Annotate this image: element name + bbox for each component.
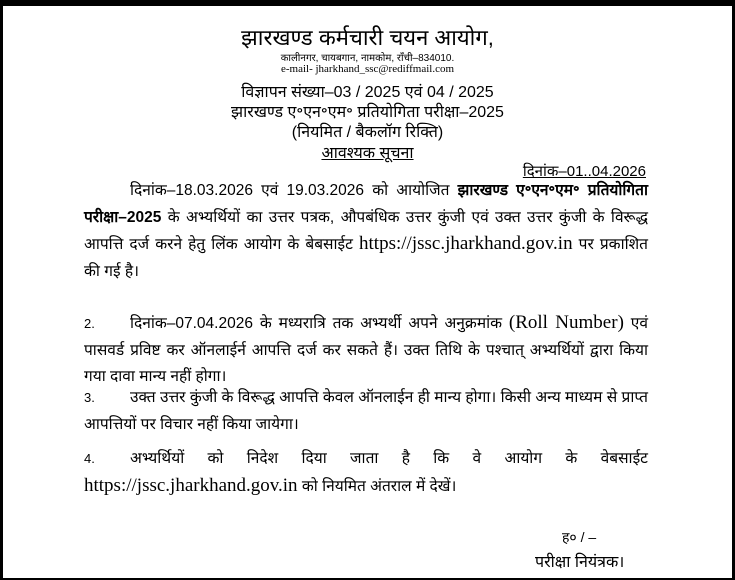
signature-mark: ह० / –: [562, 529, 597, 545]
vacancy-category: (नियमित / बैकलॉग रिक्ति): [291, 124, 444, 141]
website-link[interactable]: https://jssc.jharkhand.gov.in: [84, 474, 298, 496]
organization-email: e-mail- jharkhand_ssc@rediffmail.com: [280, 63, 455, 75]
organization-name: झारखण्ड कर्मचारी चयन आयोग,: [241, 25, 494, 50]
notice-title-wrap: [0, 141, 735, 163]
paragraph-1: [84, 178, 648, 285]
advertisement-number: विज्ञापन संख्या–03 / 2025 एवं 04 / 2025: [241, 84, 494, 101]
p1-exam-name: झारखण्ड ए॰एन॰एम॰ प्रतियोगिता परीक्षा–2025: [84, 182, 648, 226]
p2-text: दिनांक–07.04.2026 के मध्यरात्रि तक अभ्यर्थी अपने अनुक्रमांक: [130, 315, 509, 332]
roll-number-text: (Roll Number): [508, 312, 624, 333]
paragraph-number: 4.: [84, 451, 95, 466]
p1-text: पर प्रकाशित की गई है।: [84, 236, 648, 280]
p2-text: एवं पासवर्ड प्रविष्ट कर ऑनलाईर्न आपत्ति दर्ज कर सकते हैं। उक्त तिथि के पश्चात् अभ्यर्थियों द्वारा किया गया दावा मान्य नहीं होगा।: [84, 315, 648, 385]
website-link[interactable]: https://jssc.jharkhand.gov.in: [359, 233, 573, 254]
notice-title: आवश्यक सूचना: [321, 145, 414, 162]
p3-text: उक्त उत्तर कुंजी के विरूद्ध आपत्ति केवल ऑनलाईन ही मान्य होगा। किसी अन्य माध्यम से प्राप्त आपत्तियों पर विचार नहीं किया जायेगा।: [84, 389, 648, 433]
notice-date: दिनांक–01..04.2026: [522, 163, 646, 180]
p1-text: दिनांक–18.03.2026 एवं 19.03.2026 को आयोजित: [130, 182, 458, 199]
paragraph-2: [84, 310, 648, 391]
signatory-designation: परीक्षा नियंत्रक।: [535, 554, 625, 571]
exam-title: झारखण्ड ए॰एन॰एम॰ प्रतियोगिता परीक्षा–2025: [231, 104, 504, 121]
paragraph-3: [84, 385, 648, 438]
p4-text: को नियमित अंतराल में देखें।: [297, 477, 457, 495]
paragraph-number: 3.: [84, 390, 95, 405]
paragraph-4: [84, 446, 648, 500]
paragraph-number: 2.: [84, 316, 95, 331]
organization-address: कालीनगर, चायबगान, नामकोम, राँची–834010.: [280, 53, 455, 64]
p4-text: अभ्यर्थियों को निदेश दिया जाता है कि वे आयोग के वेबसाईट: [130, 450, 648, 467]
p1-text: के अभ्यर्थियों का उत्तर पत्रक, औपबंधिक उत्तर कुंजी एवं उक्त उत्तर कुंजी के विरूद्ध आपत्ति दर्ज करने हेतु लिंक आयोग के बेबसाईट: [84, 208, 648, 253]
